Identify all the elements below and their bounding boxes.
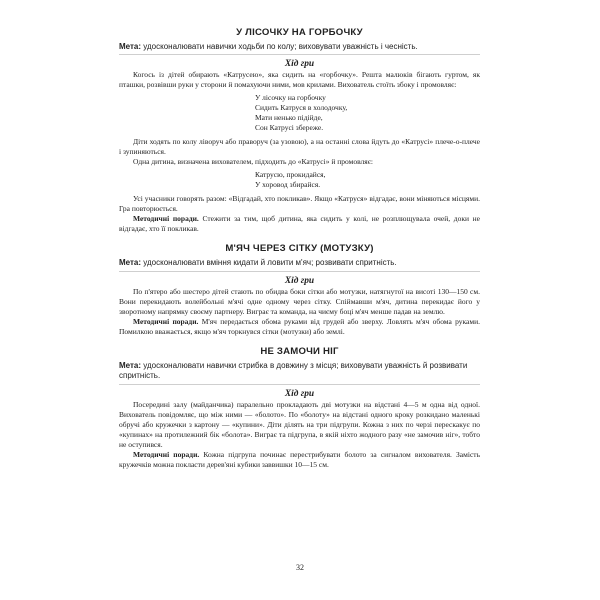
game-progress-heading: Хід гри xyxy=(284,388,315,399)
goal-label: Мета: xyxy=(119,258,142,268)
poem-line: Катрусю, прокидайся, xyxy=(255,170,326,180)
goal-text: удосконалювати вміння кидати й ловити м'яч; розвивати спритність. xyxy=(141,258,397,268)
tips-label: Методичні поради. xyxy=(133,449,200,459)
paragraph: Одна дитина, визначена вихователем, підходить до «Катрусі» й промовляє: xyxy=(133,157,374,167)
methodical-tips xyxy=(119,214,480,234)
goal-text: удосконалювати навички ходьби по колу; виховувати уважність і чесність. xyxy=(141,42,418,51)
page-number: 32 xyxy=(296,563,304,572)
section-ne-zamochy xyxy=(119,345,480,470)
poem-line: У лісочку на горбочку xyxy=(255,93,326,103)
goal-label: Мета: xyxy=(119,360,142,370)
poem-line: Мати ненько підійде, xyxy=(255,113,323,123)
section-goal xyxy=(119,258,480,271)
tips-label: Методичні поради. xyxy=(133,316,199,326)
paragraph: Когось із дітей обирають «Катрусею», яка сидить на «горбочку». Решта малюків бігають гуртом, як пташки, розвівши руки у сторони й помахуючи ними, мов крилами. Вихователь стоїть збоку і промовляє: xyxy=(119,70,480,90)
paragraph: По п'ятеро або шестеро дітей стають по обидва боки сітки або мотузки, натягнутої на висоті 130—150 см. Вони перекидають волейбольні м'ячі одне одному через сітку. Спіймавши м'яч, дитина перекидає його у зворотному напрямку своєму партнеру. Виграє та команда, на чиєму боці м'яч менше падав на землю. xyxy=(119,286,480,316)
game-progress-heading: Хід гри xyxy=(284,59,315,70)
poem xyxy=(119,93,480,133)
tips-text: Кожна підгрупа починає перестрибувати болото за сигналом вихователя. Замість кружечків можна покласти дерев'яні кубики заввишки 10—15 см. xyxy=(119,449,480,469)
section-goal xyxy=(119,42,480,55)
goal-label: Мета: xyxy=(119,42,142,51)
paragraph: Діти ходять по колу ліворуч або праворуч (за узовою), а на останні слова йдуть до «Катрусі» плече-о-плече і зупиняються. xyxy=(119,137,480,157)
tips-label: Методичні поради. xyxy=(133,214,199,224)
paragraph: Посередині залу (майданчика) паралельно прокладають дві мотузки на відстані 4—5 м одна від одної. Вихователь повідомляє, що між ними — «болото». По «болоту» на відстані одного кроку розкидано маленькі обручі або кружечки з картону — «купини». Діти ділять на три підгрупи. Кожна з них по черзі перескакує по «купинах» на протилежний бік «болота». Виграє та підгрупа, в якій ніхто жодного разу «не замочив ніг», тобто не оступився. xyxy=(119,399,480,449)
page-content xyxy=(119,26,480,470)
tips-text: Стежити за тим, щоб дитина, яка сидить у колі, не розплющувала очей, доки не відгадає, хто її покликав. xyxy=(119,214,480,234)
paragraph: Усі учасники говорять разом: «Відгадай, хто покликав». Якщо «Катруся» відгадає, вони міняються місцями. Гра повторюється. xyxy=(119,194,480,214)
section-lisochok xyxy=(119,26,480,234)
poem-line: Сон Катрусі збереже. xyxy=(255,123,324,133)
section-title: НЕ ЗАМОЧИ НІГ xyxy=(260,345,339,357)
methodical-tips xyxy=(119,450,480,470)
section-goal xyxy=(119,361,480,385)
methodical-tips xyxy=(119,317,480,337)
game-progress-heading: Хід гри xyxy=(284,275,315,286)
section-myach xyxy=(119,242,480,336)
goal-text: удосконалювати навички стрибка в довжину з місця; виховувати уважність й розвивати спритність. xyxy=(119,360,468,381)
section-title: У ЛІСОЧКУ НА ГОРБОЧКУ xyxy=(236,27,363,38)
poem-line: У хоровод збирайся. xyxy=(255,180,321,190)
section-title: М'ЯЧ ЧЕРЕЗ СІТКУ (МОТУЗКУ) xyxy=(225,243,374,255)
poem-line: Сидить Катруся в холодочку, xyxy=(255,103,348,113)
poem xyxy=(119,170,480,190)
tips-text: М'яч передається обома руками від грудей або зверху. Ловлять м'яч обома руками. Помилкою вважається, якщо м'яч торкнувся сітки (мотузки) або землі. xyxy=(119,316,480,336)
